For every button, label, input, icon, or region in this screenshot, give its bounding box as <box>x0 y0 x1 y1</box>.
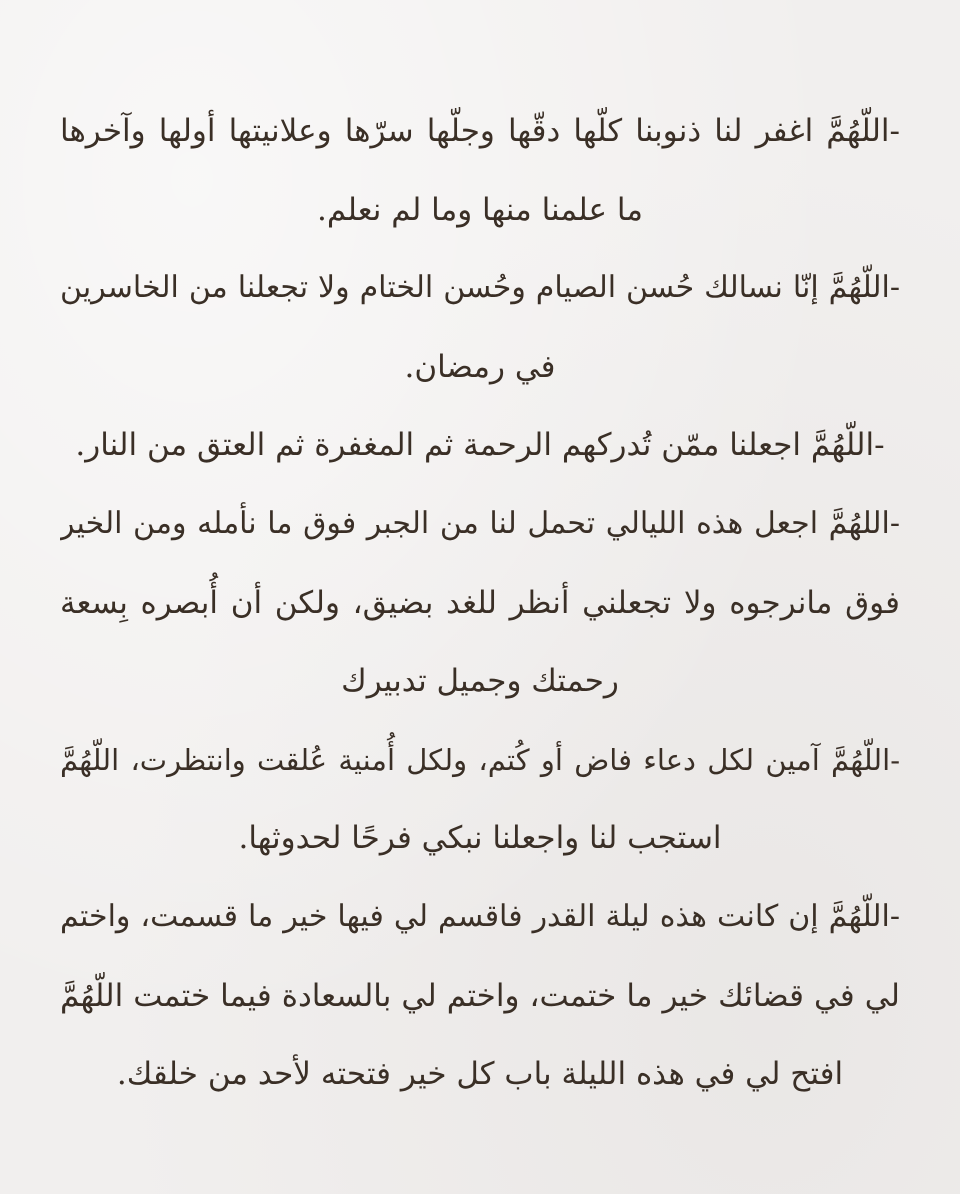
text-line-13: افتح لي في هذه الليلة باب كل خير فتحته لأحد من خلقك. <box>116 1056 844 1093</box>
text-line-12: لي في قضائك خير ما ختمت، واختم لي بالسعادة فيما ختمت اللّهُمَّ <box>60 977 900 1014</box>
text-line-8: رحمتك وجميل تدبيرك <box>341 663 619 700</box>
text-line-6: -اللهُمَّ اجعل هذه الليالي تحمل لنا من الجبر فوق ما نأمله ومن الخير <box>60 505 900 541</box>
text-line-2: ما علمنا منها وما لم نعلم. <box>317 191 643 228</box>
text-line-9: -اللّهُمَّ آمين لكل دعاء فاض أو كُتم، ولكل أُمنية عُلقت وانتظرت، اللّهُمَّ <box>60 742 900 777</box>
text-line-1: -اللّهُمَّ اغفر لنا ذنوبنا كلّها دقّها وجلّها سرّها وعلانيتها أولها وآخرها <box>60 113 900 149</box>
text-line-3: -اللّهُمَّ إنّا نسالك حُسن الصيام وحُسن الختام ولا تجعلنا من الخاسرين <box>60 270 900 306</box>
text-line-5: -اللّهُمَّ اجعلنا ممّن تُدركهم الرحمة ثم المغفرة ثم العتق من النار. <box>75 427 885 464</box>
text-line-7: فوق مانرجوه ولا تجعلني أنظر للغد بضيق، ولكن أن أُبصره بِسعة <box>60 584 900 621</box>
text-line-10: استجب لنا واجعلنا نبكي فرحًا لحدوثها. <box>238 820 722 857</box>
text-line-4: في رمضان. <box>404 348 556 385</box>
text-line-11: -اللّهُمَّ إن كانت هذه ليلة القدر فاقسم لي فيها خير ما قسمت، واختم <box>60 898 900 934</box>
